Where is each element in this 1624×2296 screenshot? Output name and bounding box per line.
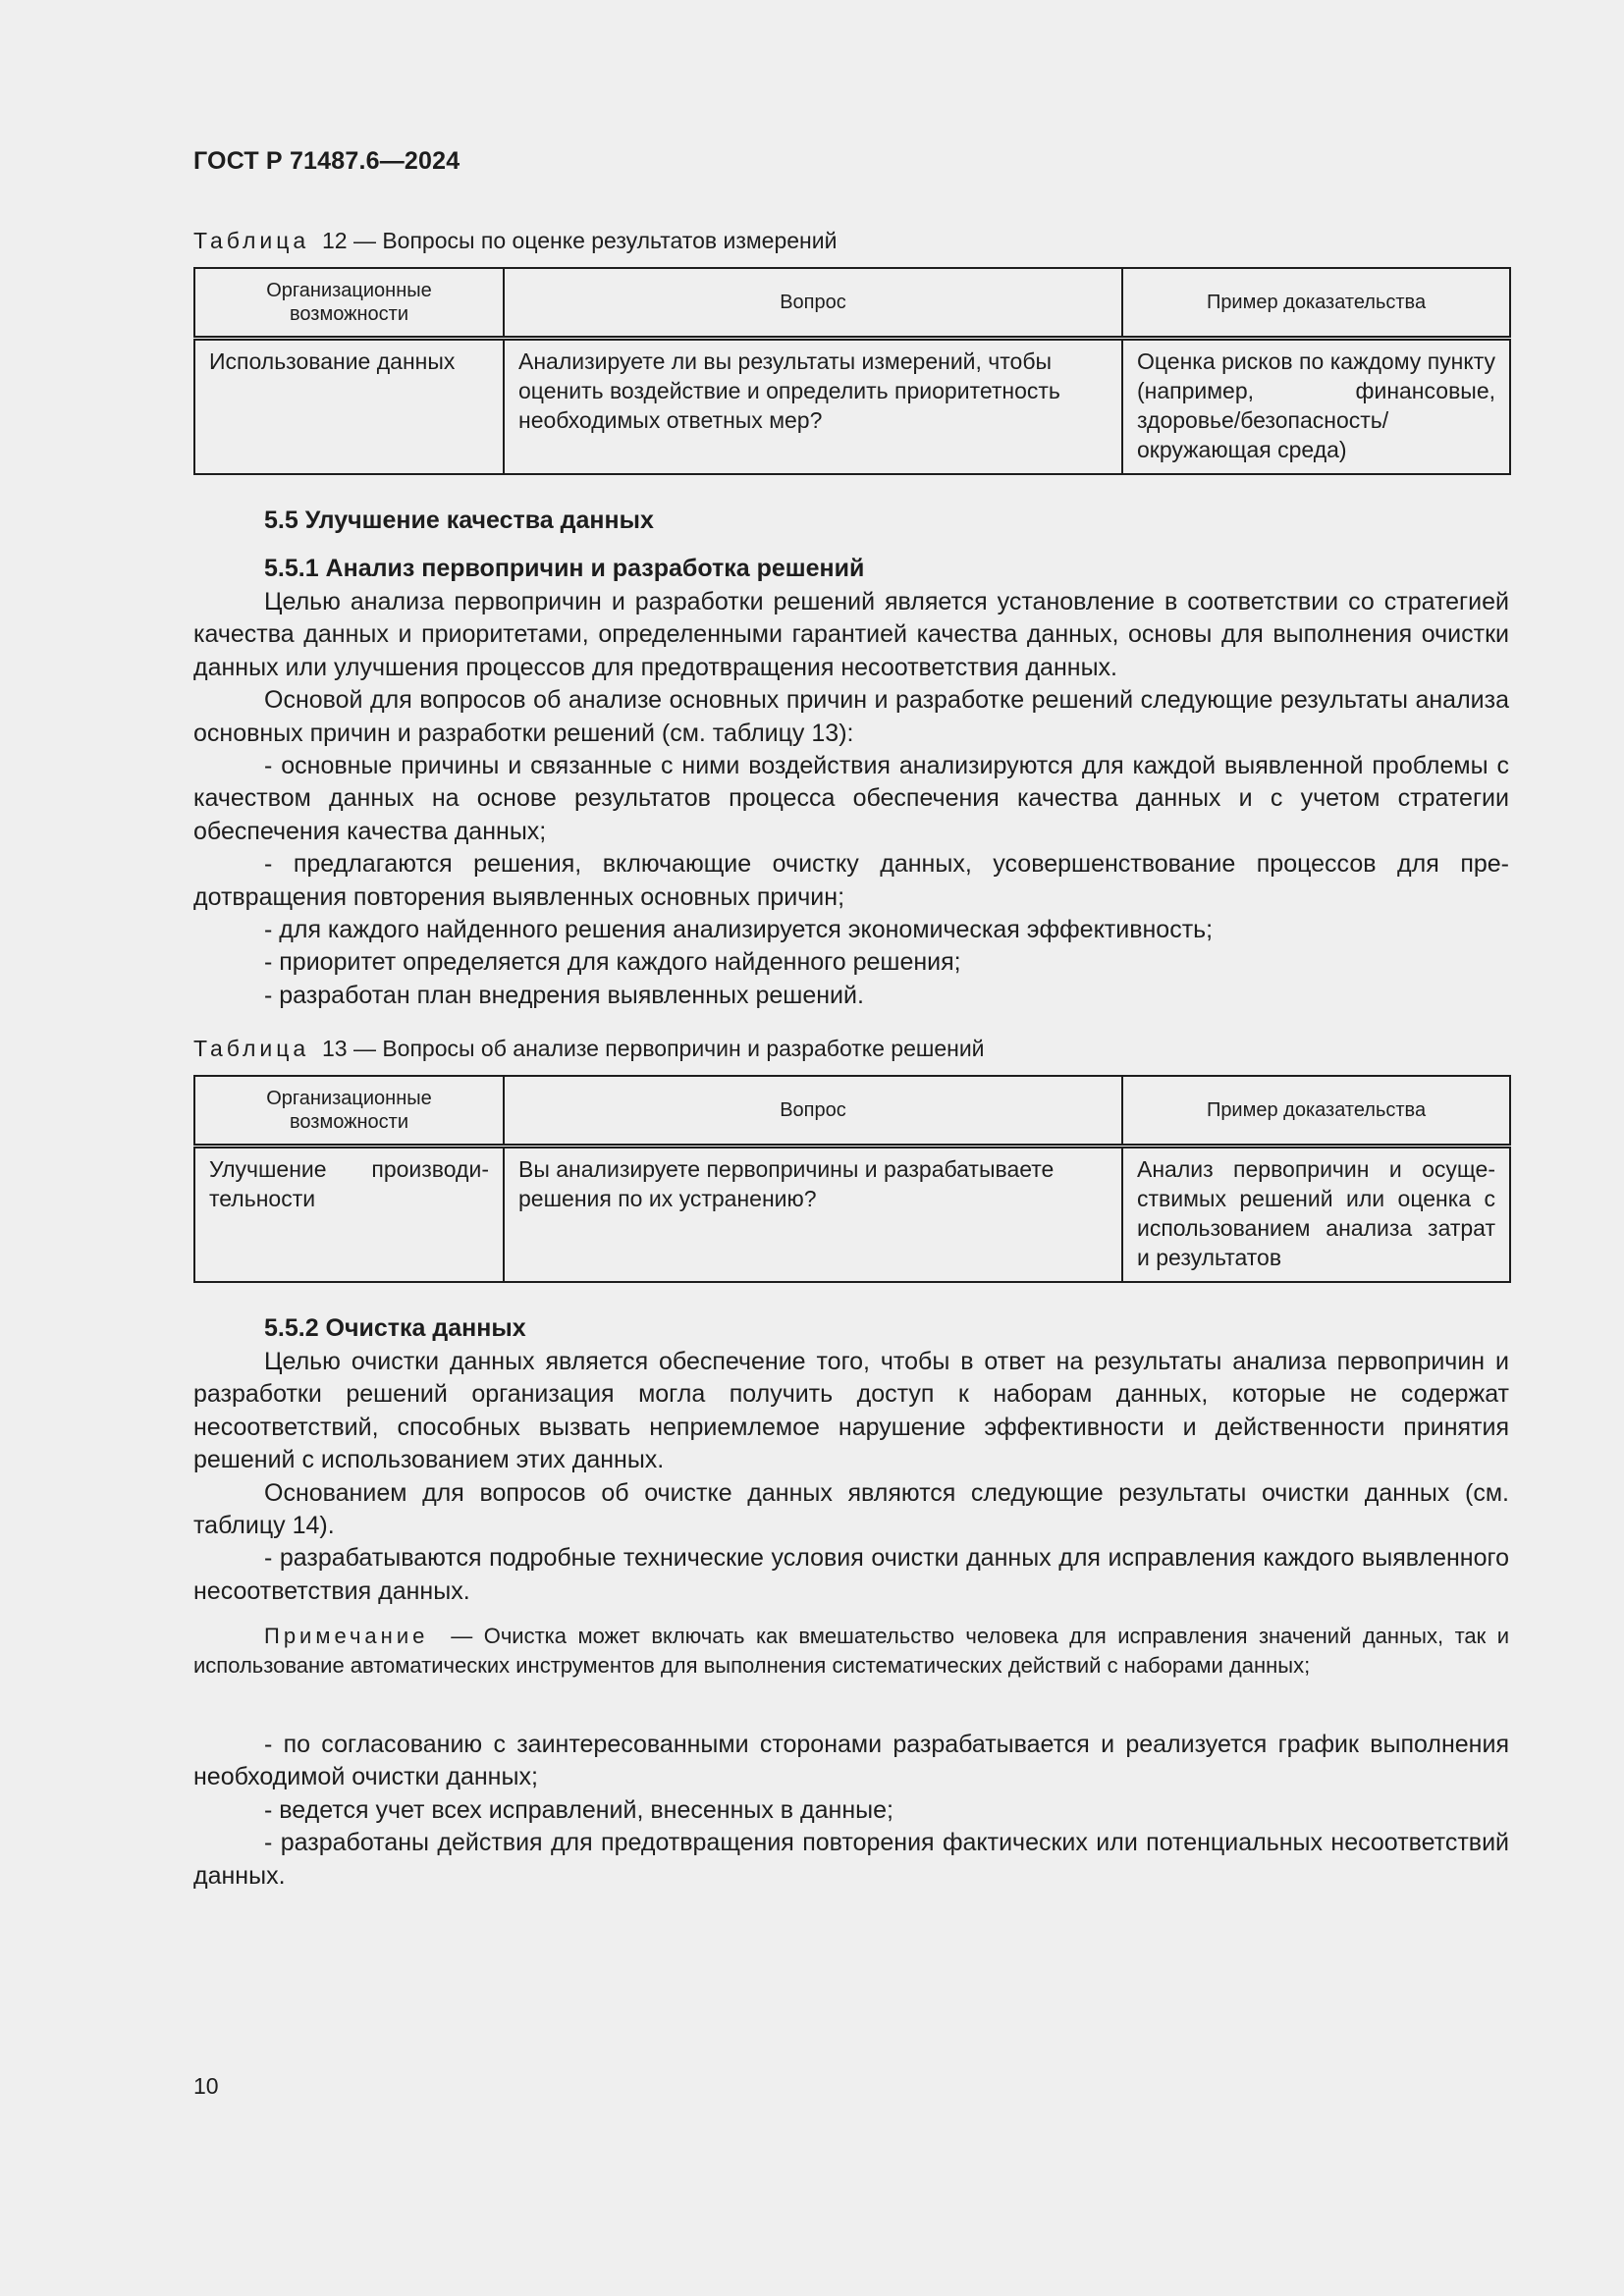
- table-13-header-capability: Организационные возможности: [194, 1076, 504, 1147]
- list-item: - основные причины и связанные с ними воздействия анализируются для каждой выявленной проблемы с качеством данных на основе результатов процесса обеспечения качества данных и с учетом стратегии обеспечения качества данных;: [193, 752, 1509, 845]
- table-13-cell-capability: Улучшение производительности: [194, 1147, 504, 1282]
- section-5-5-1-heading: 5.5.1 Анализ первопричин и разработка решений: [264, 555, 865, 582]
- table-13-header-question: Вопрос: [504, 1076, 1122, 1147]
- table-13-header-evidence: Пример доказательства: [1122, 1076, 1510, 1147]
- section-5-5-1-body: [193, 586, 1509, 1012]
- list-item: - для каждого найденного решения анализируется экономическая эффективность;: [264, 916, 1214, 944]
- list-item: - предлагаются решения, включающие очистку данных, усовершенствование процессов для предотвращения повторения выявленных основных причин;: [193, 850, 1509, 911]
- table-12-header-capability: Организационные возможности: [194, 268, 504, 339]
- paragraph: Целью анализа первопричин и разработки решений является установление в соответствии со стратегией качества данных и приоритетами, определенными гарантией качества данных, основы для выполнения очистки данных или улучшения процессов для предотвращения несоответствия данных.: [193, 588, 1509, 681]
- list-item: - разработан план внедрения выявленных решений.: [264, 981, 864, 1009]
- table-13-cell-evidence: Анализ первопричин и осуществимых решений или оценка с использованием анализа затрат и результатов: [1122, 1147, 1510, 1282]
- section-5-5-2-body: [193, 1346, 1509, 1608]
- list-item: - разработаны действия для предотвращения повторения фактических или потенциальных несоответствий данных.: [193, 1829, 1509, 1890]
- table-12-cell-question: Анализируете ли вы результаты измерений, чтобы оценить воздействие и определить приоритетность необходимых ответных мер?: [504, 339, 1122, 474]
- table-12-cell-evidence: Оценка рисков по каждому пункту (например, финансовые, здоровье/безопасность/окружающая среда): [1122, 339, 1510, 474]
- section-5-5-2-body-continued: [193, 1729, 1509, 1893]
- list-item: - разрабатываются подробные технические условия очистки данных для исправления каждого выявленного несоответствия данных.: [193, 1544, 1509, 1605]
- table-12-caption-word: Таблица: [193, 228, 310, 253]
- list-item: - приоритет определяется для каждого найденного решения;: [264, 948, 961, 977]
- list-item: - по согласованию с заинтересованными сторонами разрабатывается и реализуется график выполнения необходимой очистки данных;: [193, 1731, 1509, 1791]
- table-12-header-evidence: Пример доказательства: [1122, 268, 1510, 339]
- note-text: — Очистка может включать как вмешательство человека для исправления значений данных, так и использование автоматических инструментов для выполнения систематических действий с наборами данных;: [193, 1624, 1509, 1678]
- section-5-5-2-heading: 5.5.2 Очистка данных: [264, 1314, 526, 1342]
- paragraph: Основанием для вопросов об очистке данных являются следующие результаты очистки данных (см. таблицу 14).: [193, 1478, 1509, 1540]
- table-12-caption-text: 12 — Вопросы по оценке результатов измерений: [321, 228, 838, 253]
- table-13-caption-text: 13 — Вопросы об анализе первопричин и разработке решений: [321, 1036, 985, 1061]
- table-13-caption-word: Таблица: [193, 1036, 310, 1061]
- page-number: 10: [193, 2073, 219, 2099]
- note-label: Примечание: [264, 1624, 429, 1648]
- paragraph: Целью очистки данных является обеспечение того, чтобы в ответ на результаты анализа первопричин и разработки решений организация могла получить доступ к наборам данных, которые не содержат несоответствий, способных вызвать неприемлемое нарушение эффективности и действенности принятия решений с использованием этих данных.: [193, 1348, 1509, 1474]
- table-13-caption: [193, 1036, 985, 1062]
- table-13: [193, 1075, 1511, 1283]
- section-5-5-heading: 5.5 Улучшение качества данных: [264, 507, 654, 534]
- table-12-cell-capability: Использование данных: [194, 339, 504, 474]
- table-12: [193, 267, 1511, 475]
- document-id-header: ГОСТ Р 71487.6—2024: [193, 147, 460, 175]
- table-12-caption: [193, 228, 837, 254]
- table-row: [194, 1147, 1510, 1282]
- paragraph: Основой для вопросов об анализе основных причин и разработке решений следующие результаты анализа основных причин и разработки решений (см. таблицу 13):: [193, 686, 1509, 747]
- table-12-header-question: Вопрос: [504, 268, 1122, 339]
- note: [193, 1622, 1509, 1681]
- table-13-header-row: [194, 1076, 1510, 1147]
- list-item: - ведется учет всех исправлений, внесенных в данные;: [264, 1795, 893, 1824]
- table-row: [194, 339, 1510, 474]
- table-13-cell-question: Вы анализируете первопричины и разрабатываете решения по их устранению?: [504, 1147, 1122, 1282]
- table-12-header-row: [194, 268, 1510, 339]
